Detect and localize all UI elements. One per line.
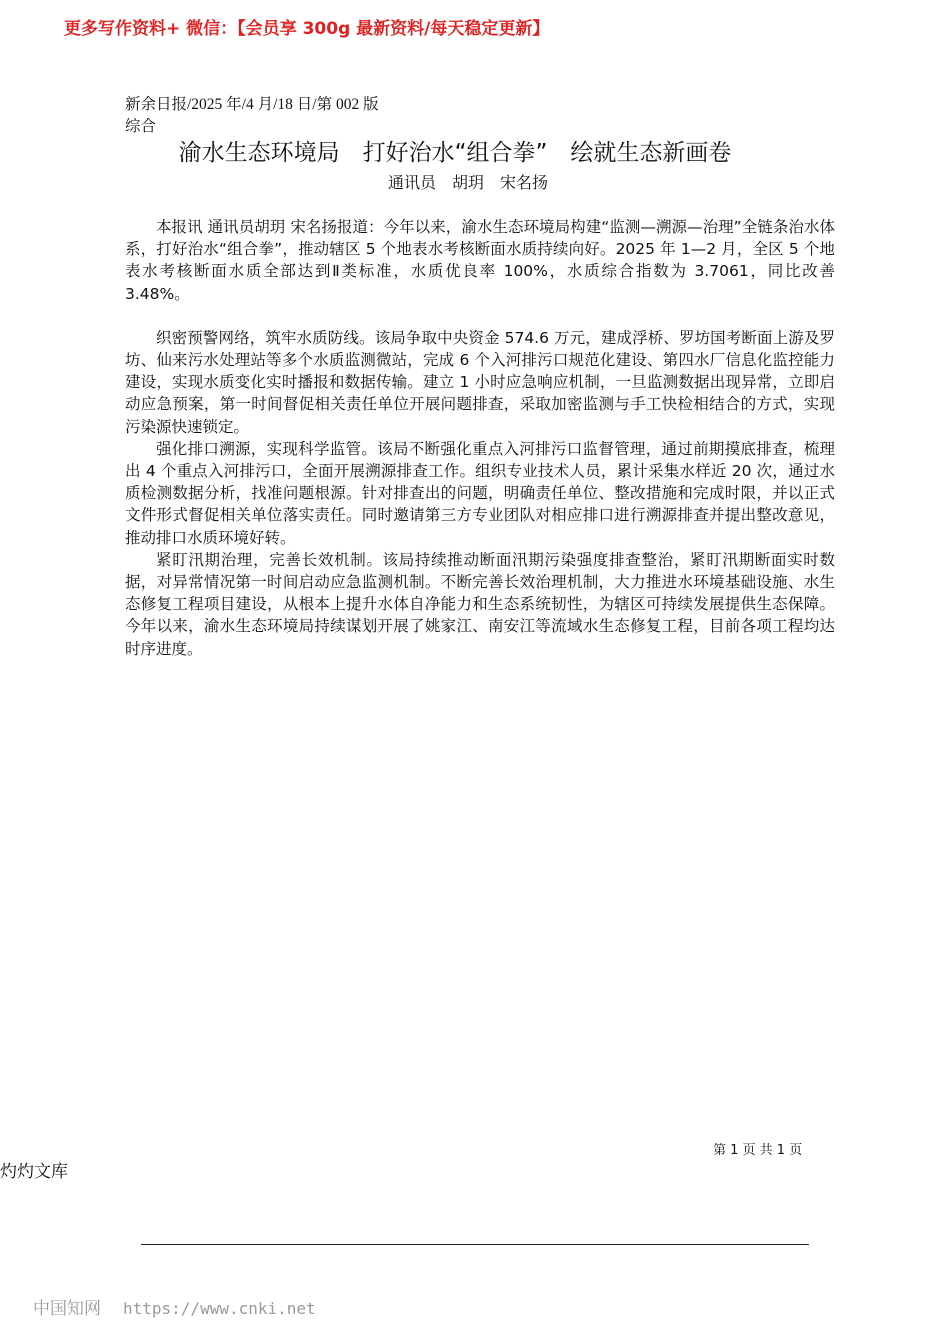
promo-banner: 更多写作资料+ 微信：【会员享 300g 最新资料/每天稳定更新】 <box>64 19 550 39</box>
footer-divider <box>141 1244 809 1245</box>
article-author: 通讯员 胡玥 宋名扬 <box>387 173 548 192</box>
library-label: 灼灼文库 <box>0 1162 68 1182</box>
source-meta: 新余日报/2025 年/4 月/18 日/第 002 版综合 <box>125 96 379 135</box>
page-number: 第 1 页 共 1 页 <box>713 1143 803 1158</box>
article-body <box>125 216 835 660</box>
watermark-name: 中国知网 <box>33 1299 101 1319</box>
watermark-url: https://www.cnki.net <box>123 1299 316 1318</box>
article-title: 渝水生态环境局 打好治水“组合拳” 绘就生态新画卷 <box>178 140 732 166</box>
paragraph: 强化排口溯源，实现科学监管。该局不断强化重点入河排污口监督管理，通过前期摸底排查，梳理出 4 个重点入河排污口，全面开展溯源排查工作。组织专业技术人员，累计采集水样近 20 次，通过水质检测数据分析，找准问题根源。针对排查出的问题，明确责任单位、整改措施和完成时限，并以正式文件形式督促相关单位落实责任。同时邀请第三方专业团队对相应排口进行溯源排查并提出整改意见，推动排口水质环境好转。 <box>125 439 835 547</box>
cnki-watermark <box>33 1294 316 1319</box>
paragraph: 紧盯汛期治理，完善长效机制。该局持续推动断面汛期污染强度排查整治，紧盯汛期断面实时数据，对异常情况第一时间启动应急监测机制。不断完善长效治理机制，大力推进水环境基础设施、水生态修复工程项目建设，从根本上提升水体自净能力和生态系统韧性，为辖区可持续发展提供生态保障。今年以来，渝水生态环境局持续谋划开展了姚家江、南安江等流域水生态修复工程，目前各项工程均达时序进度。 <box>125 550 835 658</box>
paragraph: 本报讯 通讯员胡玥 宋名扬报道：今年以来，渝水生态环境局构建“监测—溯源—治理”全链条治水体系，打好治水“组合拳”，推动辖区 5 个地表水考核断面水质持续向好。2025 年 1—2 月，全区 5 个地表水考核断面水质全部达到Ⅱ类标准，水质优良率 100%，水质综合指数为 3.7061，同比改善 3.48%。 <box>125 218 835 303</box>
paragraph: 织密预警网络，筑牢水质防线。该局争取中央资金 574.6 万元，建成浮桥、罗坊国考断面上游及罗坊、仙来污水处理站等多个水质监测微站，完成 6 个入河排污口规范化建设、第四水厂信息化监控能力建设，实现水质变化实时播报和数据传输。建立 1 小时应急响应机制，一旦监测数据出现异常，立即启动应急预案，第一时间督促相关责任单位开展问题排查，采取加密监测与手工快检相结合的方式，实现污染源快速锁定。 <box>125 328 835 436</box>
